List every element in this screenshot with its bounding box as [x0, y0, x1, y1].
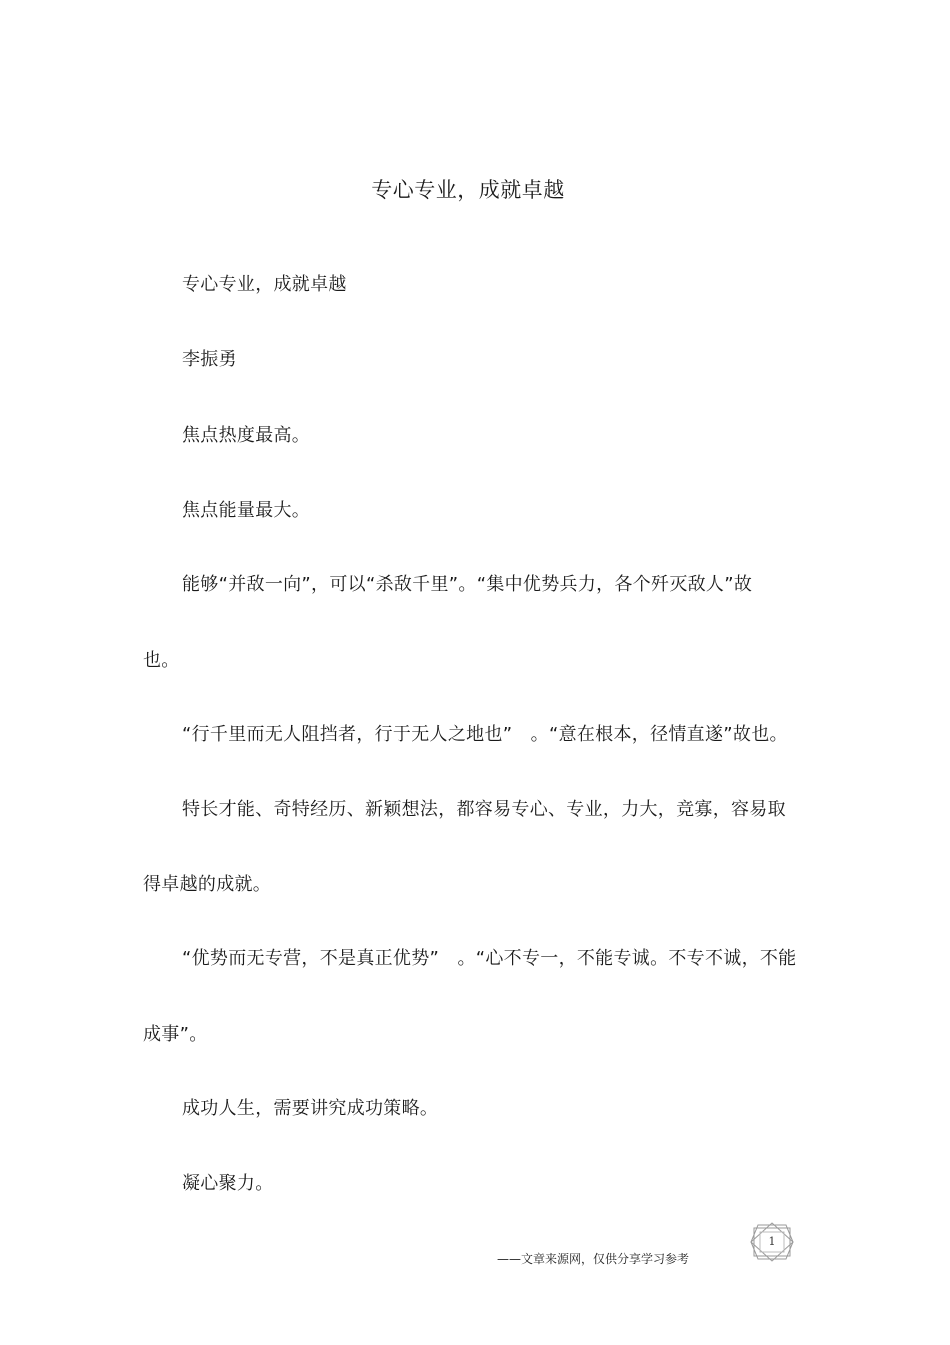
paragraph-author: 李振勇 — [182, 349, 237, 370]
document-title: 专心专业，成就卓越 — [371, 178, 565, 202]
paragraph-subtitle: 专心专业，成就卓越 — [182, 274, 347, 295]
paragraph: 能够“并敌一向”，可以“杀敌千里”。“集中优势兵力，各个歼灭敌人”故 — [182, 574, 753, 595]
page-number: 1 — [768, 1235, 776, 1248]
paragraph-continuation: 成事”。 — [143, 1024, 208, 1045]
paragraph: 成功人生，需要讲究成功策略。 — [182, 1098, 439, 1119]
paragraph: 特长才能、奇特经历、新颖想法，都容易专心、专业，力大，竞寡，容易取 — [182, 799, 786, 820]
paragraph-continuation: 得卓越的成就。 — [143, 874, 272, 895]
paragraph: 焦点能量最大。 — [182, 500, 311, 521]
paragraph: “优势而无专营，不是真正优势” 。“心不专一，不能专诚。不专不诚，不能 — [182, 948, 797, 969]
paragraph: 凝心聚力。 — [182, 1173, 274, 1194]
paragraph: 焦点热度最高。 — [182, 425, 311, 446]
page-number-badge — [748, 1222, 796, 1262]
paragraph: “行千里而无人阻挡者，行于无人之地也” 。“意在根本，径情直遂”故也。 — [182, 724, 788, 745]
paragraph-continuation: 也。 — [143, 650, 180, 671]
footer-source-note: ——文章来源网，仅供分享学习参考 — [497, 1252, 690, 1266]
